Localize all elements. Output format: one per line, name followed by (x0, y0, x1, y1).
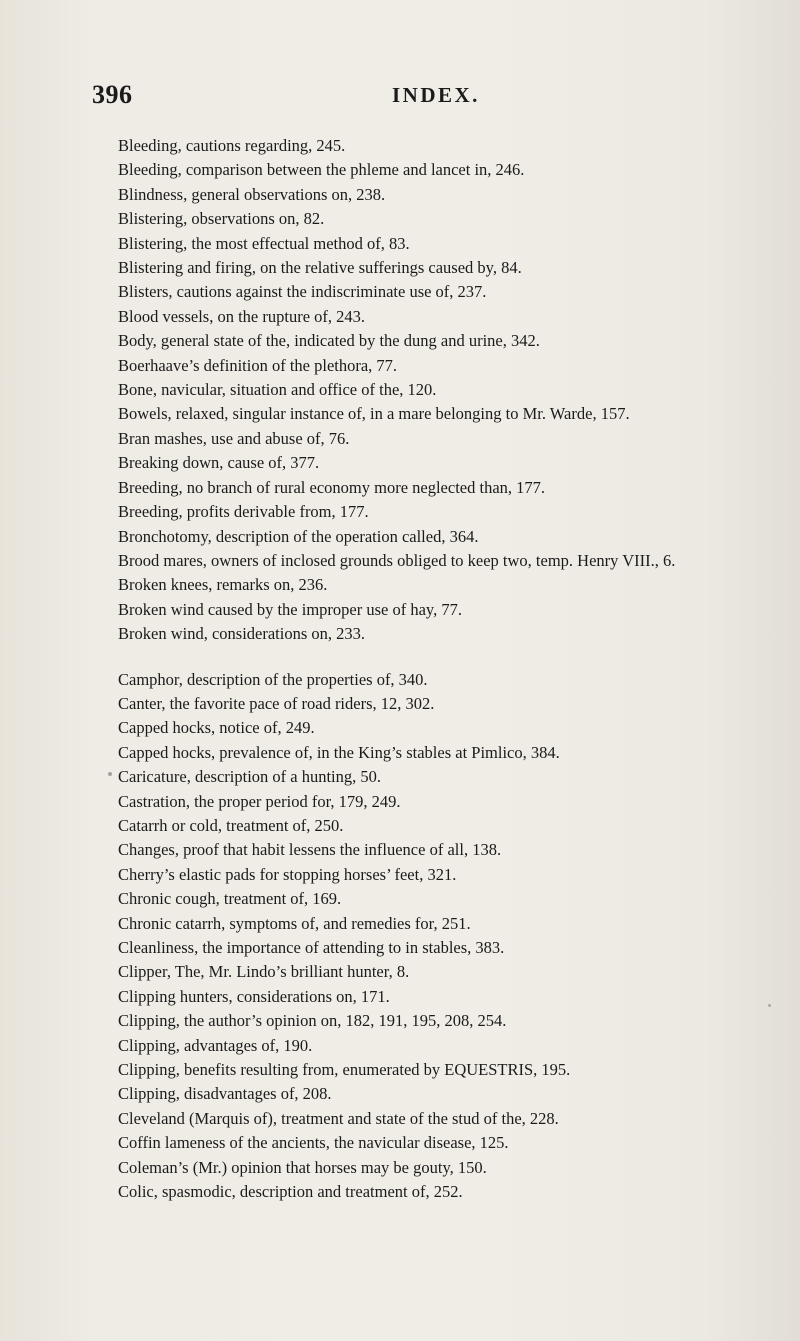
index-entry: Camphor, description of the properties of, 340. (118, 669, 428, 689)
index-entry: Bronchotomy, description of the operation called, 364. (118, 526, 479, 546)
index-entry: Broken knees, remarks on, 236. (118, 575, 328, 595)
index-entry: Caricature, description of a hunting, 50. (118, 767, 382, 787)
index-entry: Clipping, benefits resulting from, enumerated by EQUESTRIS, 195. (118, 1060, 571, 1080)
print-speck (768, 1004, 771, 1007)
index-entry: Coleman’s (Mr.) opinion that horses may be gouty, 150. (118, 1157, 487, 1177)
running-head (92, 80, 722, 116)
index-entry: Bone, navicular, situation and office of the, 120. (118, 380, 437, 400)
index-entry: Broken wind, considerations on, 233. (118, 624, 366, 644)
index-entry: Brood mares, owners of inclosed grounds obliged to keep two, temp. Henry VIII., 6. (118, 550, 676, 570)
index-entry: Blistering, the most effectual method of, 83. (118, 233, 410, 253)
index-entry: Colic, spasmodic, description and treatment of, 252. (118, 1182, 463, 1202)
index-entry: Blistering and firing, on the relative sufferings caused by, 84. (118, 258, 522, 278)
page-number: 396 (92, 80, 133, 109)
index-entry: Clipping, disadvantages of, 208. (118, 1084, 332, 1104)
print-speck (108, 772, 112, 776)
index-entry: Cleanliness, the importance of attending to in stables, 383. (118, 938, 505, 957)
index-entry: Cleveland (Marquis of), treatment and state of the stud of the, 228. (118, 1108, 559, 1128)
index-entry: Clipping, the author’s opinion on, 182, 191, 195, 208, 254. (118, 1011, 507, 1031)
index-entry: Bleeding, cautions regarding, 245. (118, 136, 346, 155)
index-entry: Bran mashes, use and abuse of, 76. (118, 428, 350, 448)
page-title: INDEX. (392, 83, 480, 107)
index-entry: Body, general state of the, indicated by the dung and urine, 342. (118, 331, 540, 351)
index-entry: Clipping, advantages of, 190. (118, 1035, 313, 1055)
index-entry: Capped hocks, notice of, 249. (118, 718, 315, 738)
index-list (118, 134, 738, 1204)
index-entry: Chronic cough, treatment of, 169. (118, 889, 342, 909)
index-entry: Broken wind caused by the improper use of hay, 77. (118, 599, 462, 619)
index-entry: Bowels, relaxed, singular instance of, in a mare belonging to Mr. Warde, 157. (118, 404, 630, 424)
index-entry: Breaking down, cause of, 377. (118, 453, 320, 473)
index-entry: Blisters, cautions against the indiscriminate use of, 237. (118, 282, 487, 302)
index-entry: Clipping hunters, considerations on, 171. (118, 986, 390, 1006)
index-entry: Boerhaave’s definition of the plethora, 77. (118, 355, 398, 375)
index-entry: Capped hocks, prevalence of, in the King’s stables at Pimlico, 384. (118, 742, 560, 762)
index-entry: Breeding, no branch of rural economy more neglected than, 177. (118, 477, 546, 497)
index-entry: Blistering, observations on, 82. (118, 209, 325, 229)
index-entry: Castration, the proper period for, 179, 249. (118, 791, 401, 811)
index-entry: Blood vessels, on the rupture of, 243. (118, 306, 366, 326)
index-entry: Chronic catarrh, symptoms of, and remedies for, 251. (118, 913, 471, 933)
index-entry: Bleeding, comparison between the phleme and lancet in, 246. (118, 160, 525, 180)
index-entry: Clipper, The, Mr. Lindo’s brilliant hunter, 8. (118, 962, 410, 982)
index-entry: Canter, the favorite pace of road riders, 12, 302. (118, 693, 435, 713)
section-gap (118, 647, 738, 668)
index-entry: Cherry’s elastic pads for stopping horses’ feet, 321. (118, 864, 457, 884)
index-entry: Catarrh or cold, treatment of, 250. (118, 815, 344, 835)
index-entry: Blindness, general observations on, 238. (118, 184, 386, 204)
index-entry: Changes, proof that habit lessens the influence of all, 138. (118, 840, 502, 860)
index-entry: Breeding, profits derivable from, 177. (118, 502, 369, 522)
index-entry: Coffin lameness of the ancients, the navicular disease, 125. (118, 1133, 509, 1153)
